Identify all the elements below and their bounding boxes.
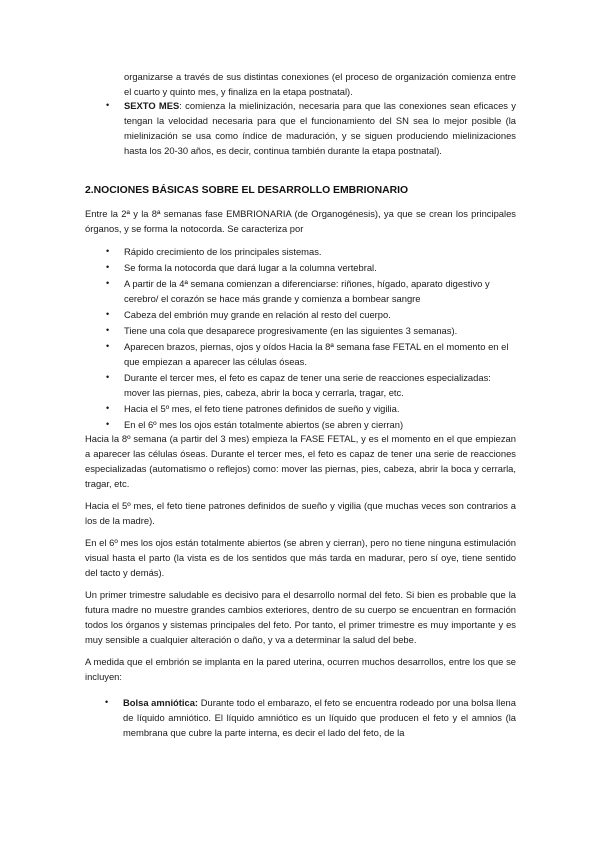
bolsa-amniotica-bullet [104,695,516,740]
bullet-icon: • [106,262,110,272]
bullet-icon: • [106,100,110,110]
list-item: • Cabeza del embrión muy grande en relación al resto del cuerpo. [105,307,516,323]
bullet-icon: • [105,697,109,707]
paragraph-quinto-mes: Hacia el 5º mes, el feto tiene patrones definidos de sueño y vigilia (que muchas veces son contrarios a los de la madre). [85,500,516,527]
characteristics-list [105,244,516,433]
sexto-mes-label: SEXTO MES [124,100,180,111]
bullet-icon: • [106,341,110,351]
paragraph-primer-trimestre: Un primer trimestre saludable es decisivo para el desarrollo normal del feto. Si bien es probable que la futura madre no muestre grandes cambios exteriores, dentro de su cuerpo se encuentran en formación todos los órganos y sistemas principales del feto. Por tanto, el primer trimestre es muy importante y es muy sensible a cualquier alteración o daño, y va a determinar la salud del bebe. [85,589,516,646]
sexto-mes-body: : comienza la mielinización, necesaria para que las conexiones sean eficaces y tengan la velocidad necesaria para que el funcionamiento del SN sea lo mejor posible (la mielinización se usa como índice de maduración, y se siguen produciendo mielinizaciones hasta los 20-30 años, es decir, continua también durante la etapa postnatal). [124,100,516,157]
list-item: • Durante el tercer mes, el feto es capaz de tener una serie de reacciones especializadas: mover las piernas, pies, cabeza, abrir la boca y cerrarla, tragar, etc. [106,372,491,399]
bullet-icon: • [106,403,110,413]
bullet-icon: • [106,278,110,288]
embryo-intro: Entre la 2ª y la 8ª semanas fase EMBRIONARIA (de Organogénesis), ya que se crean los principales órganos, y se forma la notocorda. Se caracteriza por [85,208,516,235]
paragraph-implanta: A medida que el embrión se implanta en la pared uterina, ocurren muchos desarrollos, entre los que se incluyen: [85,656,516,683]
list-item: • Se forma la notocorda que dará lugar a la columna vertebral. [105,260,516,276]
list-item: • A partir de la 4ª semana comienzan a diferenciarse: riñones, hígado, aparato digestivo y cerebro/ el corazón se hace más grande y comienza a bombear sangre [106,278,490,305]
list-item: • Tiene una cola que desaparece progresivamente (en las siguientes 3 semanas). [105,323,516,339]
sexto-mes-text [124,98,516,158]
bullet-icon: • [106,419,110,429]
bolsa-amniotica-label: Bolsa amniótica: [123,697,199,708]
paragraph-sexto-mes-ojos: En el 6º mes los ojos están totalmente abiertos (se abren y cierran), pero no tiene ninguna estimulación visual hasta el parto (la vista es de los sentidos que más tarda en madurar, pero sí oye, tiene sentido del tacto y demás). [85,537,516,579]
paragraph-fase-fetal: Hacia la 8º semana (a partir del 3 mes) empieza la FASE FETAL, y es el momento en el que empiezan a aparecer las células óseas. Durante el tercer mes, el feto es capaz de tener una serie de reacciones especializadas (automatismo o reflejos) como: mover las piernas, pies, cabeza, abrir la boca y cerrarla, tragar, etc. [85,433,516,490]
bullet-icon: • [106,372,110,382]
sexto-mes-bullet [105,98,516,158]
bolsa-amniotica-body: Durante todo el embarazo, el feto se encuentra rodeado por una bolsa llena de líquido amniótico. El líquido amniótico es un líquido que producen el feto y el amnios (la membrana que cubre la parte interna, es decir el lado del feto, de la [123,697,516,739]
list-item: • En el 6º mes los ojos están totalmente abiertos (se abren y cierran) [105,417,516,433]
bullet-icon: • [106,309,110,319]
bullet-icon: • [106,246,110,256]
section-heading: 2.NOCIONES BÁSICAS SOBRE EL DESARROLLO EMBRIONARIO [85,185,409,196]
list-item: • Aparecen brazos, piernas, ojos y oídos Hacia la 8ª semana fase FETAL en el momento en el que empiezan a aparecer las células óseas. [106,341,509,368]
list-item: • Rápido crecimiento de los principales sistemas. [105,244,516,260]
bullet-icon: • [106,325,110,335]
bolsa-amniotica-text [123,695,516,740]
list-item: • Hacia el 5º mes, el feto tiene patrones definidos de sueño y vigilia. [105,401,516,417]
intro-continuation: organizarse a través de sus distintas conexiones (el proceso de organización comienza entre el cuarto y quinto mes, y finaliza en la etapa postnatal). [124,71,516,98]
